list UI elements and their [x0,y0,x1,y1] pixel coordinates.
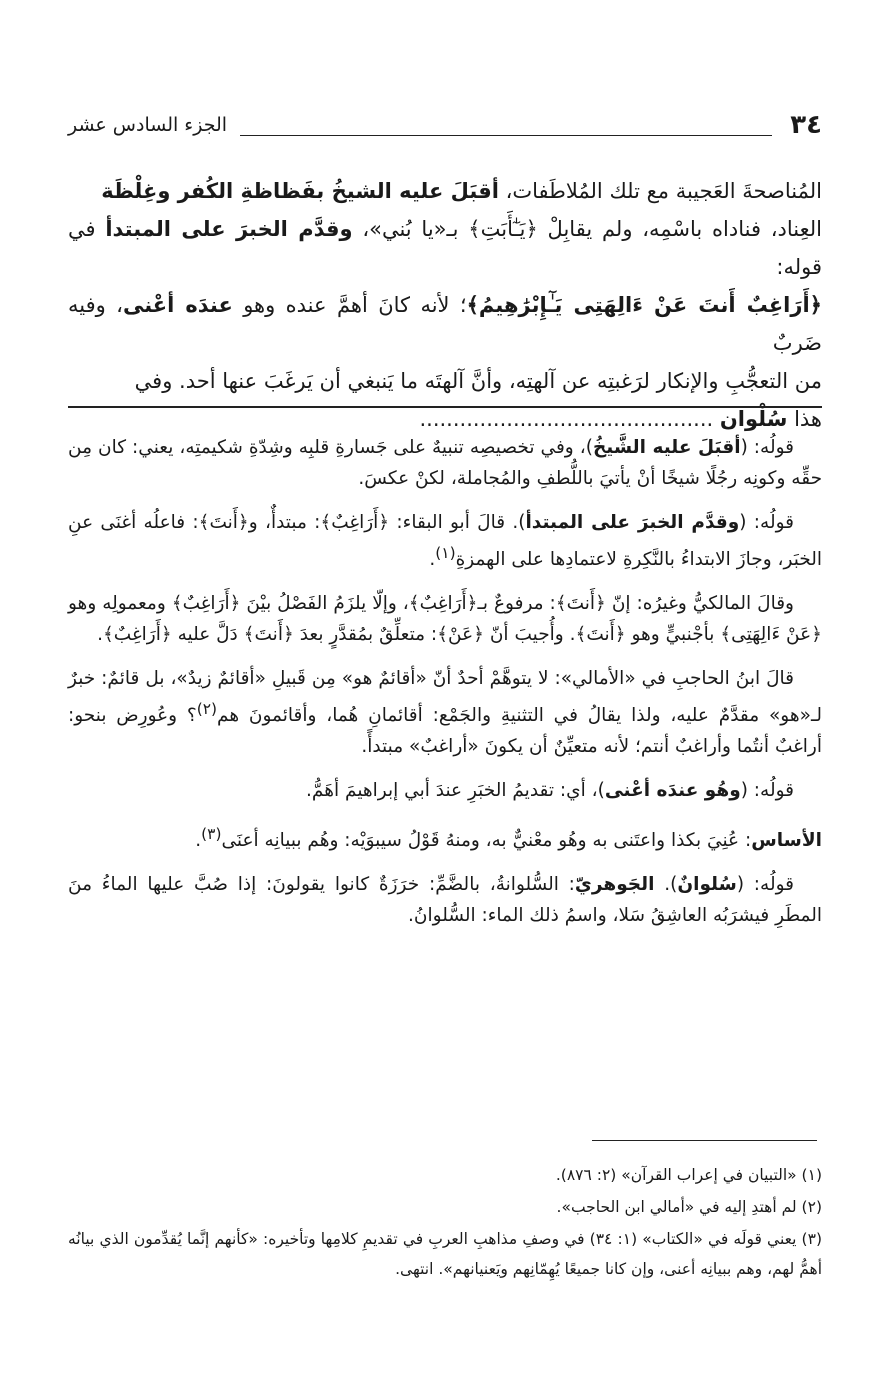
commentary [68,432,822,944]
header-rule [240,135,772,136]
main-line-1: المُناصحةَ العَجيبة مع تلك المُلاطَفات، أقبَلَ عليه الشيخُ بفَظاظةِ الكُفر وغِلْظَة [101,179,822,203]
footnote-ref: (١) [435,544,456,562]
footnote-ref: (٢) [196,700,218,719]
main-line-3: ﴿أَرَاغِبٌ أَنتَ عَنْ ءَالِهَتِى يَـٰٓإِبْرَٰهِيمُ﴾؛ لأنه كانَ أهمَّ عنده وهو عندَه أعْنى، وفيه ضَربٌ [68,293,822,355]
commentary-paragraph-3: وقالَ المالكيُّ وغيرُه: إنّ ﴿أَنتَ﴾: مرفوعٌ بـ﴿أَرَاغِبٌ﴾، وإلّا يلزَمُ الفَصْلُ بيْنَ ﴿أَرَاغِبٌ﴾ ومعمولِه وهو ﴿عَنْ ءَالِهَتِى﴾ بأجْنبيٍّ وهو ﴿أَنتَ﴾. وأُجيبَ أنّ ﴿عَنْ﴾: متعلِّقٌ بمُقدَّرٍ بعدَ ﴿أَنتَ﴾ دَلَّ عليه ﴿أَرَاغِبٌ﴾. [68,593,822,646]
main-line-4: من التعجُّبِ والإنكار لرَغبتِه عن آلهتِه، وأنَّ آلهتَه ما يَنبغي أن يَرغَبَ عنها أحد. وفي [134,369,822,393]
quran-verse: ﴿أَرَاغِبٌ أَنتَ عَنْ ءَالِهَتِى يَـٰٓإِبْرَٰهِيمُ﴾ [466,293,822,317]
main-commentary-divider [68,406,822,408]
footnote-ref: (٣) [201,825,222,844]
footnote-2: (٢) لم أهتدِ إليه في «أمالي ابن الحاجب». [556,1198,822,1216]
commentary-paragraph-4: قالَ ابنُ الحاجبِ في «الأمالي»: لا يتوهَّمْ أحدٌ أنّ «أقائمٌ هو» مِن قَبيلِ «أقائمٌ زيدٌ»، بل قائمٌ: خبرٌ لـ«هو» مقدَّمٌ عليه، ولذا يقالُ في التثنيةِ والجَمْع: أقائمانِ هُما، وأقائمونَ هم$^{(٢)}$؟ وعُورِض بنحو: أراغبٌ أنتُما وأراغبٌ أنتم؛ لأنه متعيِّنٌ أن يكونَ «أراغبٌ» مبتدأً. [68,668,822,758]
main-line-2: العِناد، فناداه باسْمِه، ولم يقابِلْ ﴿يَـٰٓأَبَتِ﴾ بـ«يا بُني»، وقدَّم الخبرَ على المبتدأ في قوله: [68,217,823,279]
running-title: الجزء السادس عشر [68,114,228,136]
commentary-paragraph-7: قولُه: (سُلوانٌ). الجَوهريّ: السُّلوانةُ، بالضَّمِّ: خرَزَةٌ كانوا يقولونَ: إذا صُبَّ عليها الماءُ منَ المطَرِ فيشرَبُه العاشِقُ سَلا، واسمُ ذلك الماء: السُّلوانُ. [68,874,822,927]
page-number: ٣٤ [790,110,822,140]
main-text [68,172,822,438]
page-header [68,110,822,150]
commentary-paragraph-5: قولُه: (وهُو عندَه أعْنى)، أي: تقديمُ الخبَرِ عندَ أبي إبراهيمَ أهَمُّ. [306,780,794,802]
footnotes [68,1160,822,1286]
footnote-3: (٣) يعني قولَه في «الكتاب» (١: ٣٤) في وصفِ مذاهبِ العربِ في تقديمِ كلامِها وتأخيره: «كأنهم إنَّما يُقدِّمون الذي بيانُه أهمُّ لهم، وهم ببيانِه أعنى، وإن كانا جميعًا يُهِمّانِهم ويَعنيانهم». انتهى. [68,1230,822,1278]
main-line-5: هذا سُلْوان ............................................ [419,407,822,431]
commentary-paragraph-6: الأساس: عُنِيَ بكذا واعتَنى به وهُو معْنيٌّ به، ومنهُ قَوْلُ سيبوَيْه: وهُم ببيانِه أعنَى$^{(٣)}$. [195,825,822,852]
footnote-1: (١) «التبيان في إعراب القرآن» (٢: ٨٧٦). [555,1166,822,1184]
commentary-paragraph-2: قولُه: (وقدَّم الخبرَ على المبتدأ). قالَ أبو البقاء: ﴿أَرَاغِبٌ﴾: مبتدأٌ، و﴿أَنتَ﴾: فاعلُه أغنَى عنِ الخبَر، وجازَ الابتداءُ بالنَّكِرةِ لاعتمادِها على الهمزةِ$^{(١)}$. [68,512,822,571]
commentary-paragraph-1: قولُه: (أقبَلَ عليه الشَّيخُ)، وفي تخصيصِه تنبيهٌ على جَسارةِ قلبِه وشِدّةِ شكيمتِه، يعني: كان مِن حقِّه وكونِه رجُلًا شيخًا أنْ يأتيَ باللُّطفِ والمُجاملة، لكنْ عكسَ. [68,437,822,489]
footnote-rule [592,1140,817,1141]
